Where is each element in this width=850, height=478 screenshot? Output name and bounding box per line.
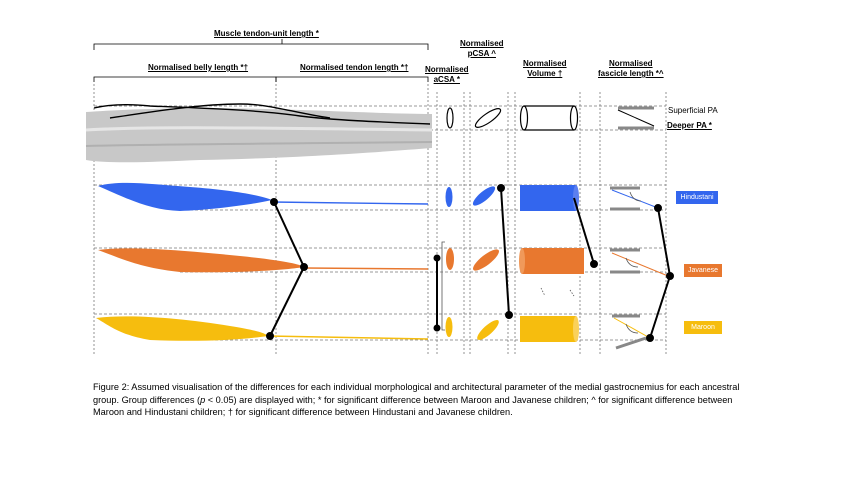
acsa-header-line1: Normalised bbox=[425, 65, 469, 74]
acsa-header bbox=[425, 65, 469, 85]
pcsa-header-line2: pCSA ^ bbox=[467, 49, 496, 58]
volume-header bbox=[523, 59, 567, 79]
javanese-row bbox=[98, 246, 722, 277]
figure-label: Figure 2: bbox=[93, 382, 130, 392]
p-symbol: p bbox=[200, 394, 206, 405]
volume-header-line1: Normalised bbox=[523, 59, 567, 68]
reference-row bbox=[447, 106, 654, 131]
volume-ticks bbox=[541, 288, 574, 296]
caption-text-2: < 0.05) are displayed with; * for significant difference between Maroon and Javanese children; ^ for significant difference between Maroon and Hindustani children; † for significant difference between Hindustani and Javanese children. bbox=[93, 394, 733, 417]
ultrasound-image bbox=[86, 104, 432, 162]
superficial-pa-label: Superficial PA bbox=[668, 106, 718, 115]
javanese-badge: Javanese bbox=[688, 267, 718, 274]
acsa-header-line2: aCSA * bbox=[433, 75, 460, 84]
fascicle-header-line2: fascicle length *^ bbox=[598, 69, 664, 78]
volume-header-line2: Volume † bbox=[527, 69, 563, 78]
maroon-row bbox=[96, 316, 722, 348]
pcsa-header-line1: Normalised bbox=[460, 39, 504, 48]
deeper-pa-label: Deeper PA * bbox=[667, 121, 712, 130]
belly-length-header: Normalised belly length *† bbox=[148, 63, 249, 72]
figure-caption bbox=[93, 381, 753, 419]
pcsa-header bbox=[460, 39, 504, 59]
mtu-bracket bbox=[94, 39, 428, 50]
caption-text-1: Assumed visualisation of the differences for each individual morphological and architectural parameter of the medial gastrocnemius for each ancestral group. Group differences ( bbox=[93, 382, 740, 405]
maroon-badge: Maroon bbox=[691, 324, 715, 331]
mtu-length-header: Muscle tendon-unit length * bbox=[214, 29, 319, 38]
belly-bracket bbox=[94, 77, 276, 82]
hindustani-row bbox=[98, 183, 718, 211]
hindustani-badge: Hindustani bbox=[680, 194, 714, 201]
tendon-length-header: Normalised tendon length *† bbox=[300, 63, 409, 72]
fascicle-header-line1: Normalised bbox=[609, 59, 653, 68]
fascicle-header bbox=[598, 59, 664, 79]
tendon-bracket bbox=[276, 77, 428, 82]
acsa-bracket bbox=[442, 242, 445, 330]
